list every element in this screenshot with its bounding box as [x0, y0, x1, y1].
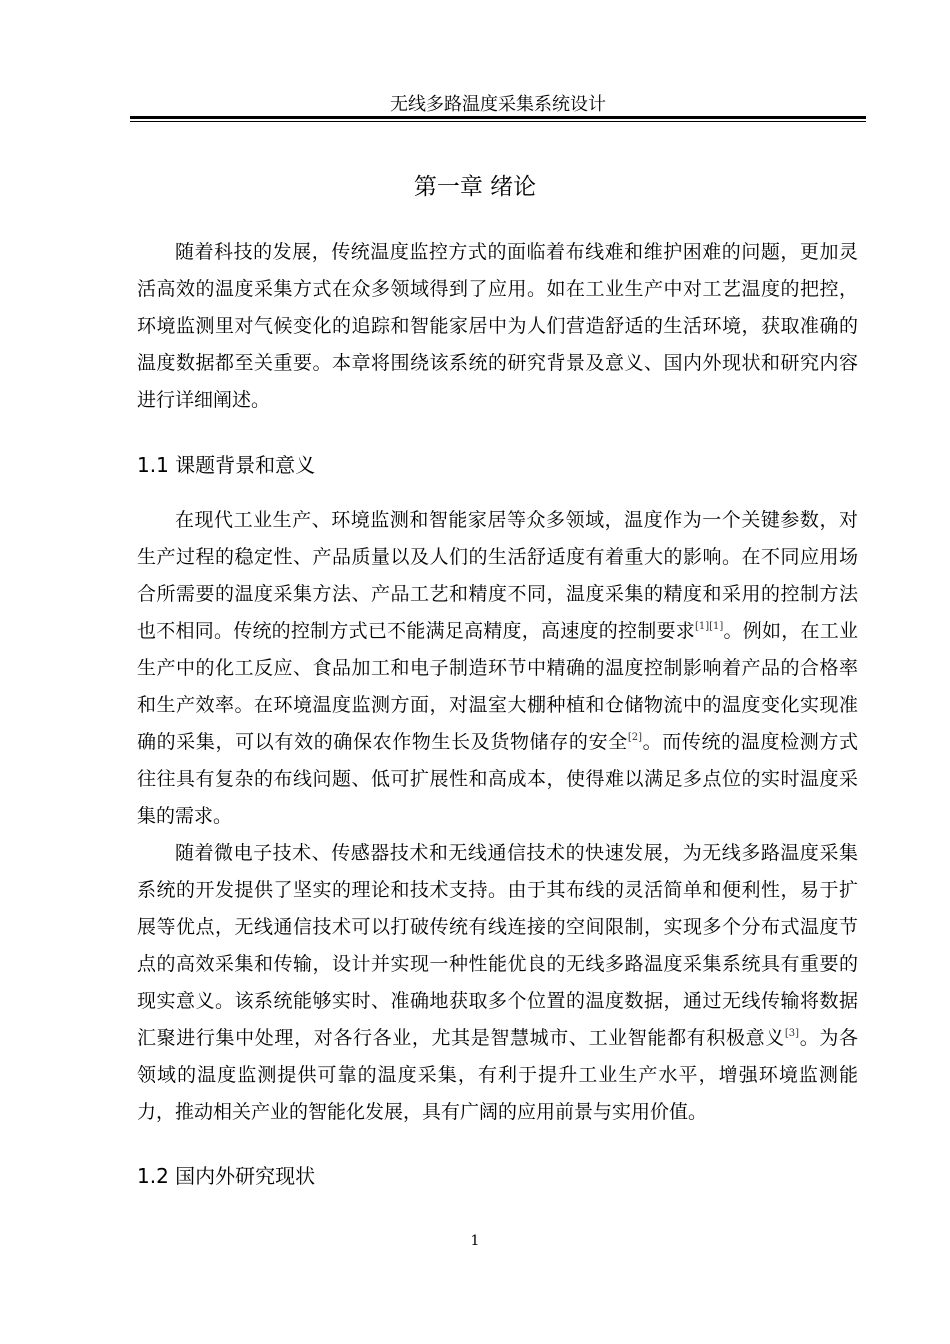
paragraph-background-2 [137, 835, 858, 1131]
text-span: 。为各 [799, 1027, 858, 1049]
text-line [137, 345, 858, 382]
text-span: 确的采集，可以有效的确保农作物生长及货物储存的安全 [137, 731, 628, 753]
citation-reference: [3] [784, 1028, 800, 1039]
text-span: 也不相同。传统的控制方式已不能满足高精度，高速度的控制要求 [137, 620, 695, 642]
text-line [137, 650, 858, 687]
text-line [137, 382, 858, 419]
citation-reference: [2] [627, 732, 643, 743]
text-span: 随着科技的发展，传统温度监控方式的面临着布线难和维护困难的问题，更加灵 [175, 241, 858, 263]
text-span: 力，推动相关产业的智能化发展，具有广阔的应用前景与实用价值。 [137, 1101, 708, 1123]
text-line [137, 909, 858, 946]
text-span: 点的高效采集和传输，设计并实现一种性能优良的无线多路温度采集系统具有重要的 [137, 953, 858, 975]
text-line [137, 576, 858, 613]
chapter-title: 第一章 绪论 [413, 174, 537, 200]
text-span: 生产中的化工反应、食品加工和电子制造环节中精确的温度控制影响着产品的合格率 [137, 657, 858, 679]
page-number: 1 [470, 1233, 480, 1249]
text-span: 往往具有复杂的布线问题、低可扩展性和高成本，使得难以满足多点位的实时温度采 [137, 768, 858, 790]
text-line [137, 1057, 858, 1094]
section-heading-1-1: 1.1 课题背景和意义 [137, 453, 316, 477]
text-span: 温度数据都至关重要。本章将围绕该系统的研究背景及意义、国内外现状和研究内容 [137, 352, 858, 374]
text-span: 生产过程的稳定性、产品质量以及人们的生活舒适度有着重大的影响。在不同应用场 [137, 546, 858, 568]
text-span: 随着微电子技术、传感器技术和无线通信技术的快速发展，为无线多路温度采集 [175, 842, 858, 864]
text-span: 活高效的温度采集方式在众多领域得到了应用。如在工业生产中对工艺温度的把控， [137, 278, 858, 300]
text-line [137, 687, 858, 724]
header-rule-thick [130, 116, 866, 119]
text-line [137, 1020, 858, 1057]
text-span: 。例如，在工业 [723, 620, 858, 642]
text-span: 现实意义。该系统能够实时、准确地获取多个位置的温度数据，通过无线传输将数据 [137, 990, 858, 1012]
text-line [137, 983, 858, 1020]
text-span: 和生产效率。在环境温度监测方面，对温室大棚种植和仓储物流中的温度变化实现准 [137, 694, 858, 716]
text-line [137, 539, 858, 576]
paragraph-background-1 [137, 502, 858, 835]
text-line [137, 234, 858, 271]
text-line [137, 946, 858, 983]
text-line [137, 724, 858, 761]
text-line [137, 271, 858, 308]
text-span: 在现代工业生产、环境监测和智能家居等众多领域，温度作为一个关键参数，对 [175, 509, 858, 531]
text-line [137, 798, 858, 835]
text-span: 进行详细阐述。 [137, 389, 271, 411]
text-span: 环境监测里对气候变化的追踪和智能家居中为人们营造舒适的生活环境，获取准确的 [137, 315, 858, 337]
running-header: 无线多路温度采集系统设计 [390, 94, 606, 115]
text-span: 。而传统的温度检测方式 [642, 731, 858, 753]
header-rule-thin [130, 121, 866, 122]
text-span: 领域的温度监测提供可靠的温度采集，有利于提升工业生产水平，增强环境监测能 [137, 1064, 858, 1086]
text-span: 集的需求。 [137, 805, 233, 827]
citation-reference: [1][1] [694, 621, 724, 632]
text-span: 系统的开发提供了坚实的理论和技术支持。由于其布线的灵活简单和便利性，易于扩 [137, 879, 858, 901]
text-line [137, 308, 858, 345]
text-line [137, 872, 858, 909]
paragraph-intro [137, 234, 858, 419]
section-heading-1-2: 1.2 国内外研究现状 [137, 1164, 316, 1188]
text-span: 展等优点，无线通信技术可以打破传统有线连接的空间限制，实现多个分布式温度节 [137, 916, 858, 938]
text-line [137, 761, 858, 798]
text-span: 合所需要的温度采集方法、产品工艺和精度不同，温度采集的精度和采用的控制方法 [137, 583, 858, 605]
text-line [137, 613, 858, 650]
text-line [137, 502, 858, 539]
text-line [137, 835, 858, 872]
text-line [137, 1094, 858, 1131]
text-span: 汇聚进行集中处理，对各行各业，尤其是智慧城市、工业智能都有积极意义 [137, 1027, 785, 1049]
